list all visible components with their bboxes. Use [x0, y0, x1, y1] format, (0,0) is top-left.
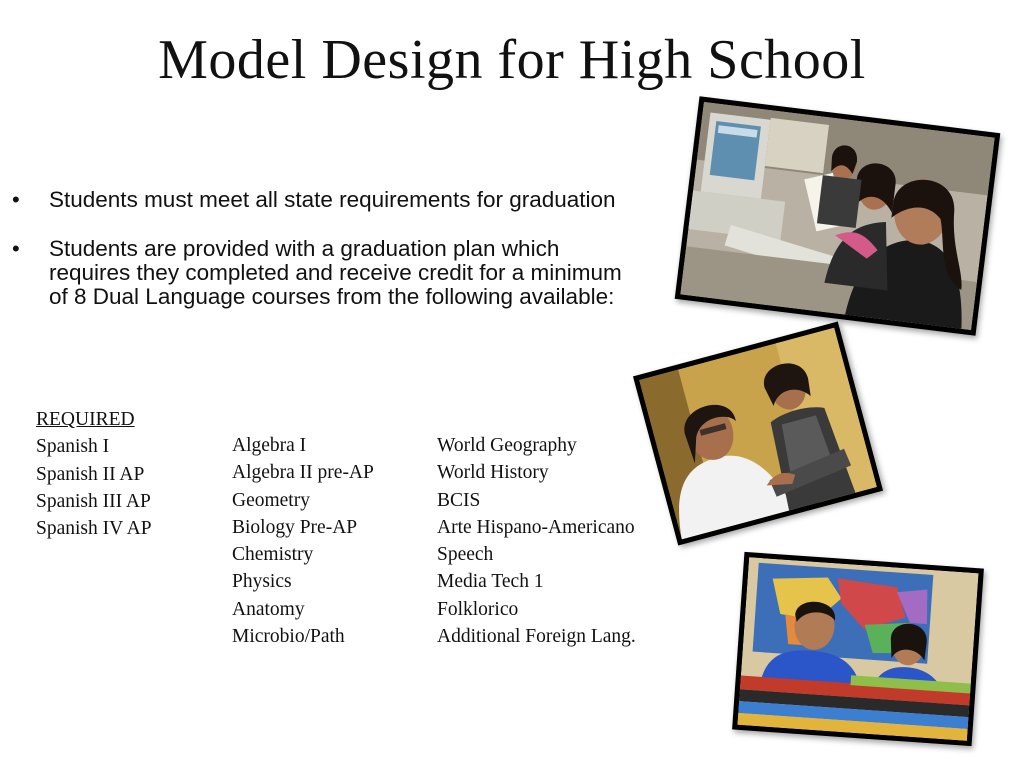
students-with-books-image [737, 557, 978, 741]
students-with-books-photo [732, 552, 984, 746]
course-item: Additional Foreign Lang. [437, 626, 636, 648]
bullet-text: Students are provided with a graduation plan which requires they completed and receive credit for a minimum of 8 Dual Language courses from the following available: [49, 236, 622, 309]
course-item: Spanish III AP [36, 490, 151, 512]
course-item: Speech [437, 544, 494, 566]
course-item: Arte Hispano-Americano [437, 516, 635, 538]
course-item: Biology Pre-AP [232, 516, 358, 538]
math-science-courses-column [232, 432, 374, 650]
computer-lab-image [680, 102, 994, 330]
course-item: Chemistry [232, 544, 314, 566]
course-item: World Geography [437, 435, 577, 456]
bullet-dot: • [12, 236, 20, 261]
bullet-dot: • [12, 187, 20, 212]
course-item: Anatomy [232, 598, 305, 620]
course-item: Microbio/Path [232, 626, 345, 648]
course-item: Folklorico [437, 598, 519, 620]
bullet-item [12, 237, 632, 309]
course-item: Geometry [232, 489, 310, 511]
required-heading: REQUIRED [36, 409, 135, 430]
course-item: World History [437, 462, 549, 484]
slide-title: Model Design for High School [158, 29, 866, 91]
course-item: Algebra II pre-AP [232, 462, 374, 484]
science-lab-photo [633, 322, 883, 546]
course-item: Spanish II AP [36, 463, 145, 485]
course-item: Spanish I [36, 436, 110, 458]
other-courses-column [437, 432, 636, 650]
course-item: Spanish IV AP [36, 518, 152, 540]
computer-lab-photo [675, 96, 1001, 335]
bullet-item [12, 188, 632, 212]
science-lab-image [639, 328, 877, 540]
required-courses-column [36, 406, 152, 542]
course-item: Algebra I [232, 435, 307, 456]
bullet-text: Students must meet all state requirements for graduation [49, 187, 616, 212]
course-item: Media Tech 1 [437, 571, 544, 593]
bullet-list [12, 188, 632, 334]
course-item: Physics [232, 571, 292, 593]
course-item: BCIS [437, 489, 481, 511]
